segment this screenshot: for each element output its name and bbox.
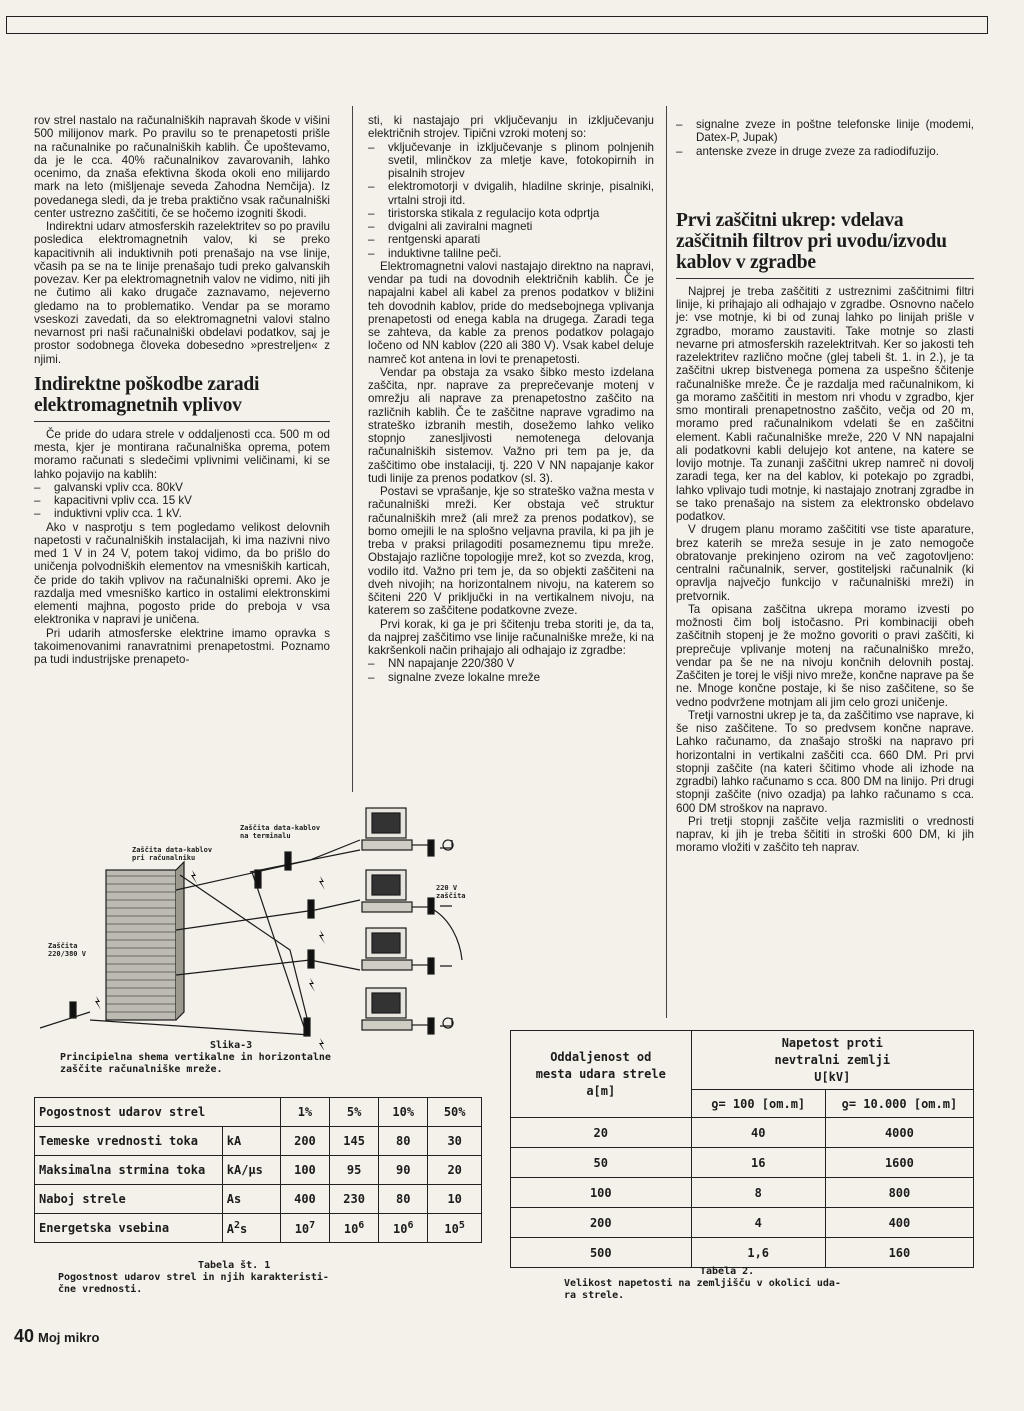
table-cell: 500 [511, 1238, 692, 1268]
column-1 [34, 114, 330, 666]
paragraph: Tretji varnostni ukrep je ta, da zaščitimo vse naprave, ki še niso zaščitene. To so predvsem končne naprave. Lahko računamo, da znašajo stroški na napravo pri horizontalni in vertikalni zaščiti cca. 660 DM. Pri prvi stopnji zaščite (na kateri ščitimo vhode ali izhode na zgradbi) lahko računamo s cca. 800 DM na linijo. Pri drugi stopnji zaščite (nivo ozadja) pa lahko računamo s cca. 600 DM stroškov na napravo. [676, 708, 974, 815]
terminal-4 [362, 988, 428, 1030]
table-cell [222, 1214, 280, 1243]
table-2 [510, 1030, 974, 1268]
terminal-3 [362, 928, 428, 970]
table-cell: 10 [428, 1185, 482, 1214]
table-cell: 95 [330, 1156, 379, 1185]
server-cabinet [106, 870, 176, 1020]
list-item: – induktivne talilne peči. [368, 247, 654, 260]
paragraph: Pri udarih atmosferske elektrine imamo opravka s takoimenovanimi ranavratnimi prenapetostmi. Poznamo pa tudi industrijske prenapeto- [34, 626, 330, 666]
column-rule [666, 106, 667, 1018]
table-2-caption [564, 1266, 841, 1302]
table-cell: 1600 [825, 1148, 973, 1178]
table-cell: 100 [511, 1178, 692, 1208]
table-caption-line: Pogostnost udarov strel in njih karakteristi- [58, 1272, 329, 1283]
table-1 [34, 1097, 482, 1243]
table-cell: 160 [825, 1238, 973, 1268]
header-box [6, 16, 988, 34]
list-item: – NN napajanje 220/380 V [368, 657, 654, 670]
table-cell: Energetska vsebina [35, 1214, 223, 1243]
table-cell: 8 [691, 1178, 825, 1208]
base: 10 [393, 1222, 408, 1236]
paragraph: Ako v nasprotju s tem pogledamo velikost delovnih napetosti v računalniških instalacijah, ki ima nazivni nivo med 1 V in 24 V, potem takoj vidimo, da bo prišlo do uničenja polvodniških elementov na vmesniških karticah, če pride do takih vplivov na računalniški opremi. Ako je razdalja med vmesniško kartico in ostalimi elektronskimi elementi majhna, pogosto pride do preboja v vsa elektronika v napravi je uničena. [34, 520, 330, 627]
table-row [35, 1214, 482, 1243]
paragraph: Pri tretji stopnji zaščite velja razmisliti o vrednosti naprav, ki jih je treba ščititi in stroški 600 DM, ki jih moramo vložiti v zaščito teh naprav. [676, 814, 974, 855]
list [676, 118, 974, 158]
label-pc-line2: pri računalniku [132, 854, 196, 862]
table-caption-line: Velikost napetosti na zemljišču v okolici uda- [564, 1278, 841, 1289]
table-header-cell: Pogostnost udarov strel [35, 1098, 281, 1127]
label-left-line2: 220/380 V [48, 950, 86, 958]
table-header-cell [691, 1031, 973, 1090]
table-cell: 80 [379, 1185, 428, 1214]
terminal-2 [362, 870, 428, 912]
exponent: 5 [458, 1220, 465, 1231]
table-cell: As [222, 1185, 280, 1214]
column-3 [676, 118, 974, 855]
table-cell: 1,6 [691, 1238, 825, 1268]
table-cell [379, 1214, 428, 1243]
list-item: – signalne zveze lokalne mreže [368, 671, 654, 684]
label-pc-line1: Zaščita data-kablov [132, 846, 213, 854]
label-220-line1: 220 V [436, 884, 458, 892]
table-cell [330, 1214, 379, 1243]
section-heading: Indirektne poškodbe zaradi elektromagnetnih vplivov [34, 374, 330, 422]
list-item: – kapacitivni vpliv cca. 15 kV [34, 494, 330, 507]
table-cell: Temeske vrednosti toka [35, 1127, 223, 1156]
paragraph: Prvi korak, ki ga je pri ščitenju treba storiti je, da ta, da najprej zaščitimo vse linije računalniške mreže, ki na kakršenkoli način prihajajo ali odhajajo iz zgradbe: [368, 617, 654, 657]
table-header-cell [511, 1031, 692, 1118]
header-line: a[m] [586, 1083, 616, 1098]
figure-caption-title: Slika-3 [210, 1040, 253, 1051]
table-header-cell: 1% [280, 1098, 329, 1127]
exponent: 6 [407, 1220, 414, 1231]
unit-exponent: 2 [233, 1220, 241, 1231]
paragraph: rov strel nastalo na računalniških napravah škode v višini 500 milijonov mark. Po pravilu so te prenapetosti prišle na računalnike po računalniških kablih. Če upoštevamo, da je le cca. 40% računalnikov zavarovanih, lahko ocenimo, da znaša efektivna škoda okoli eno milijardo mark na leto (mišljenaje seveda Zahodna Nemčija). Iz povedanega sledi, da je treba praktično vsak računalniški center ustrezno zaščititi, če se hočemo izogniti škodi. [34, 114, 330, 220]
table-cell: 90 [379, 1156, 428, 1185]
table-cell: 30 [428, 1127, 482, 1156]
table-cell: 80 [379, 1127, 428, 1156]
table-caption-title: Tabela št. 1 [198, 1260, 271, 1271]
figure-caption-line: zaščite računalniške mreže. [60, 1064, 223, 1075]
table-row [511, 1238, 974, 1268]
base: 10 [294, 1222, 310, 1236]
base: 10 [444, 1222, 459, 1236]
column-rule [352, 106, 353, 792]
table-cell: 16 [691, 1148, 825, 1178]
paragraph: Postavi se vprašanje, kje so strateško važna mesta v računalniški mreži. Ker obstaja več struktur računalniških mrež (ali mrež za prenos podatkov), se bomo omejili le na splošno veljavna pravila, ki pa jih je treba v praksi prilagoditi posameznemu tipu mreže. Obstajajo različne topologije mrež, kot so zvezda, krog, vodilo itd. Važno pri tem je, da so objekti zaščiteni na dveh nivojih; na horizontalnem nivoju, na katerem so ščiteni 220 V priključki in na vertikalnem nivoju, na katerem so zaščitene podatkovne zveze. [368, 485, 654, 618]
list [368, 141, 654, 260]
table-cell: 20 [511, 1118, 692, 1148]
table-row [511, 1148, 974, 1178]
base: 10 [343, 1222, 359, 1236]
label-left-line1: Zaščita [48, 942, 78, 950]
label-terminal-line1: Zaščita data-kablov [240, 824, 321, 832]
table-row [511, 1178, 974, 1208]
paragraph: Če pride do udara strele v oddaljenosti cca. 500 m od mesta, kjer je montirana računalniška oprema, potem moramo računati s sledečimi vplivnimi veličinami, ki se lahko pojavijo na kablih: [34, 427, 330, 481]
table-cell: 4000 [825, 1118, 973, 1148]
paragraph: V drugem planu moramo zaščititi vse tiste aparature, brez katerih se mreža sesuje in je zato nemogoče obratovanje prekinjeno ozirom na več zagotovljeno: centralni računalnik, server, gostiteljski računalnik (ki opravlja največjo funkcijo v računalniški mreži) in pretvornik. [676, 523, 974, 603]
table-cell: 20 [428, 1156, 482, 1185]
list-item: – antenske zveze in druge zveze za radiodifuzijo. [676, 145, 974, 158]
label-220-line2: zaščita [436, 892, 466, 900]
table-cell: 400 [280, 1185, 329, 1214]
table-cell: 4 [691, 1208, 825, 1238]
unit: A [226, 1222, 234, 1236]
table-row [35, 1185, 482, 1214]
table-header-cell: ƍ= 100 [om.m] [691, 1090, 825, 1118]
table-caption-line: ra strele. [564, 1290, 625, 1301]
header-line: U[kV] [814, 1069, 851, 1084]
list-item: – rentgenski aparati [368, 233, 654, 246]
header-line: Oddaljenost od [550, 1049, 652, 1064]
table-cell: 145 [330, 1127, 379, 1156]
table-cell: 400 [825, 1208, 973, 1238]
terminal-1 [362, 808, 428, 850]
list-item: – dvigalni ali zaviralni magneti [368, 220, 654, 233]
table-cell: kA [222, 1127, 280, 1156]
section-heading: Prvi zaščitni ukrep: vdelava zaščitnih filtrov pri uvodu/izvodu kablov v zgradbe [676, 210, 974, 279]
unit: s [240, 1222, 248, 1236]
list-item: – vključevanje in izključevanje s plinom polnjenih svetil, mlinčkov za mletje kave, fotokopirnih in pisalnih strojev [368, 141, 654, 181]
paragraph: Indirektni udarv atmosferskih razelektritev so po pravilu posledica elektromagnetnih valov, ki se preko kapacitivnih ali induktivnih poti prenašajo na vse linije, včasih pa se na te linije prenašajo tudi preko galvanskih povezav. Ker pa elektromagnetnih valov ne vidimo, niti jih ne čutimo ali kako drugače zaznavamo, nejeverno gledamo na to problematiko. Vendar pa se moramo vseskozi zavedati, da so elektromagnetni valovi stalno nevarnost pri naši računalniški obdelavi podatkov, saj je prostor sodobnega človeka dobesedno »prestreljen« z njimi. [34, 220, 330, 366]
table-1-caption [58, 1260, 329, 1296]
table-cell: Naboj strele [35, 1185, 223, 1214]
lightning-icon [309, 978, 315, 992]
table-cell: kA/µs [222, 1156, 280, 1185]
lightning-icon [191, 870, 197, 884]
paragraph: Najprej je treba zaščititi z ustreznimi zaščitnimi filtri linije, ki prihajajo ali odhajajo v zgradbe. Osnovno načelo je: vse motnje, ki bi od zunaj lahko po linijah prišle v zgradbo, moramo zaustaviti. Take motnje so zlasti nevarne pri atmosferskih razelektritvah. Ker so jakosti teh razelektritev različno močne (glej tabeli št. 1. in 2.), je ta zaščitni ukrep bistvenega pomena za uspešno ščitenje računalniške mreže. Če je razdalja med računalnikom, ki ga moramo zaščititi in mestom nri vhodu v zgradbo, kjer smo montirali prenapetnostno zaščito, večja od 20 m, moramo pred računalnikom vdelati še en zaščitni element. Kabli računalniške mreže, 220 V NN napajalni ali podatkovni kabli delujejo kot antene, na katere se lovijo motnje. Ta zunanji zaščitni ukrep namreč ni dovolj zaradi tega, ker na del kablov, ki potekajo po zgradbi, lahko vplivajo tudi motnje, ki nastajajo znotranj zgradbe in se tako prenašajo na sistem za elektronsko obdelavo podatkov. [676, 284, 974, 523]
table-cell [428, 1214, 482, 1243]
table-header-cell: ƍ= 10.000 [om.m] [825, 1090, 973, 1118]
table-cell: 100 [280, 1156, 329, 1185]
table-row [35, 1098, 482, 1127]
header-line: Napetost proti [781, 1035, 883, 1050]
label-terminal-line2: na terminalu [240, 832, 291, 840]
list-item: – galvanski vpliv cca. 80kV [34, 481, 330, 494]
exponent: 6 [358, 1220, 365, 1231]
table-row [511, 1208, 974, 1238]
table-cell [280, 1214, 329, 1243]
page-number: 40 [14, 1326, 35, 1346]
magazine-name: Moj mikro [38, 1330, 100, 1345]
list-item: – elektromotorji v dvigalih, hladilne skrinje, pisalniki, vrtalni stroji itd. [368, 180, 654, 207]
figure-caption [60, 1040, 331, 1076]
table-caption-line: čne vrednosti. [58, 1284, 143, 1295]
table-cell: 50 [511, 1148, 692, 1178]
table-cell: 230 [330, 1185, 379, 1214]
table-row [35, 1156, 482, 1185]
table-header-cell: 5% [330, 1098, 379, 1127]
lightning-icon [319, 930, 325, 944]
list [368, 657, 654, 684]
header-line: mesta udara strele [535, 1066, 666, 1081]
column-2 [368, 114, 654, 684]
table-row [511, 1118, 974, 1148]
table-caption-title: Tabela 2. [700, 1266, 755, 1277]
list-item: – signalne zveze in poštne telefonske linije (modemi, Datex-P, Jupak) [676, 118, 974, 145]
lightning-icon [95, 996, 101, 1010]
exponent: 7 [309, 1220, 316, 1231]
page-footer [14, 1326, 99, 1347]
table-cell: 40 [691, 1118, 825, 1148]
table-cell: 800 [825, 1178, 973, 1208]
table-cell: 200 [280, 1127, 329, 1156]
table-header-cell: 50% [428, 1098, 482, 1127]
table-cell: Maksimalna strmina toka [35, 1156, 223, 1185]
network-protection-diagram [30, 800, 480, 1050]
paragraph: Vendar pa obstaja za vsako šibko mesto izdelana zaščita, npr. naprave za preprečevanje motenj v omrežju ali naprave za prenapetostno zaščito na različnih kablih. Če te zaščitne naprave vgradimo na strateško izbranih mestih, dosežemo lahko veliko stopnjo zanesljivosti nemotenega delovanja računalniških sistemov. Važno pri tem pa je, da zaščitimo obe instalaciji, tj. 220 V NN napajanje kakor tudi linije za prenos podatkov (sl. 3). [368, 365, 654, 485]
paragraph: sti, ki nastajajo pri vključevanju in izključevanju električnih strojev. Tipični vzroki motenj so: [368, 114, 654, 141]
figure-caption-line: Principielna shema vertikalne in horizontalne [60, 1052, 331, 1063]
paragraph: Elektromagnetni valovi nastajajo direktno na napravi, vendar pa tudi na dovodnih električnih kablih. Če je napajalni kabel ali kabel za prenos podatkov v bližini teh dovodnih kablov, pride do medsebojnega vplivanja prenapetosti od enega kabla na drugega. Zaradi tega se zahteva, da kable za prenos podatkov polagajo ločeno od NN kablov (220 ali 380 V). Vsak kabel deluje namreč kot antena in lovi te prenapetosti. [368, 259, 654, 366]
list-item: – induktivni vpliv cca. 1 kV. [34, 507, 330, 520]
table-row [35, 1127, 482, 1156]
header-line: nevtralni zemlji [774, 1052, 891, 1067]
table-header-cell: 10% [379, 1098, 428, 1127]
table-cell: 200 [511, 1208, 692, 1238]
table-row [511, 1031, 974, 1090]
list [34, 481, 330, 521]
list-item: – tiristorska stikala z regulacijo kota odprtja [368, 207, 654, 220]
lightning-icon [319, 876, 325, 890]
paragraph: Ta opisana zaščitna ukrepa moramo izvesti po možnosti čim bolj istočasno. Pri kombinaciji obeh zaščitnih stopenj je že možno govoriti o pravi zaščiti, ki preprečuje vplivanje motenj na računalniško mrežo, vendar pa še ne na nivoju končnih delovnih postaj. Zaščiten je torej le višji nivo mreže, končne naprave pa še ne. Mnoge končne postaje, ki še niso zaščitene, so še vedno podvržene motnjam ali jim celo grozi uničenje. [676, 602, 974, 709]
